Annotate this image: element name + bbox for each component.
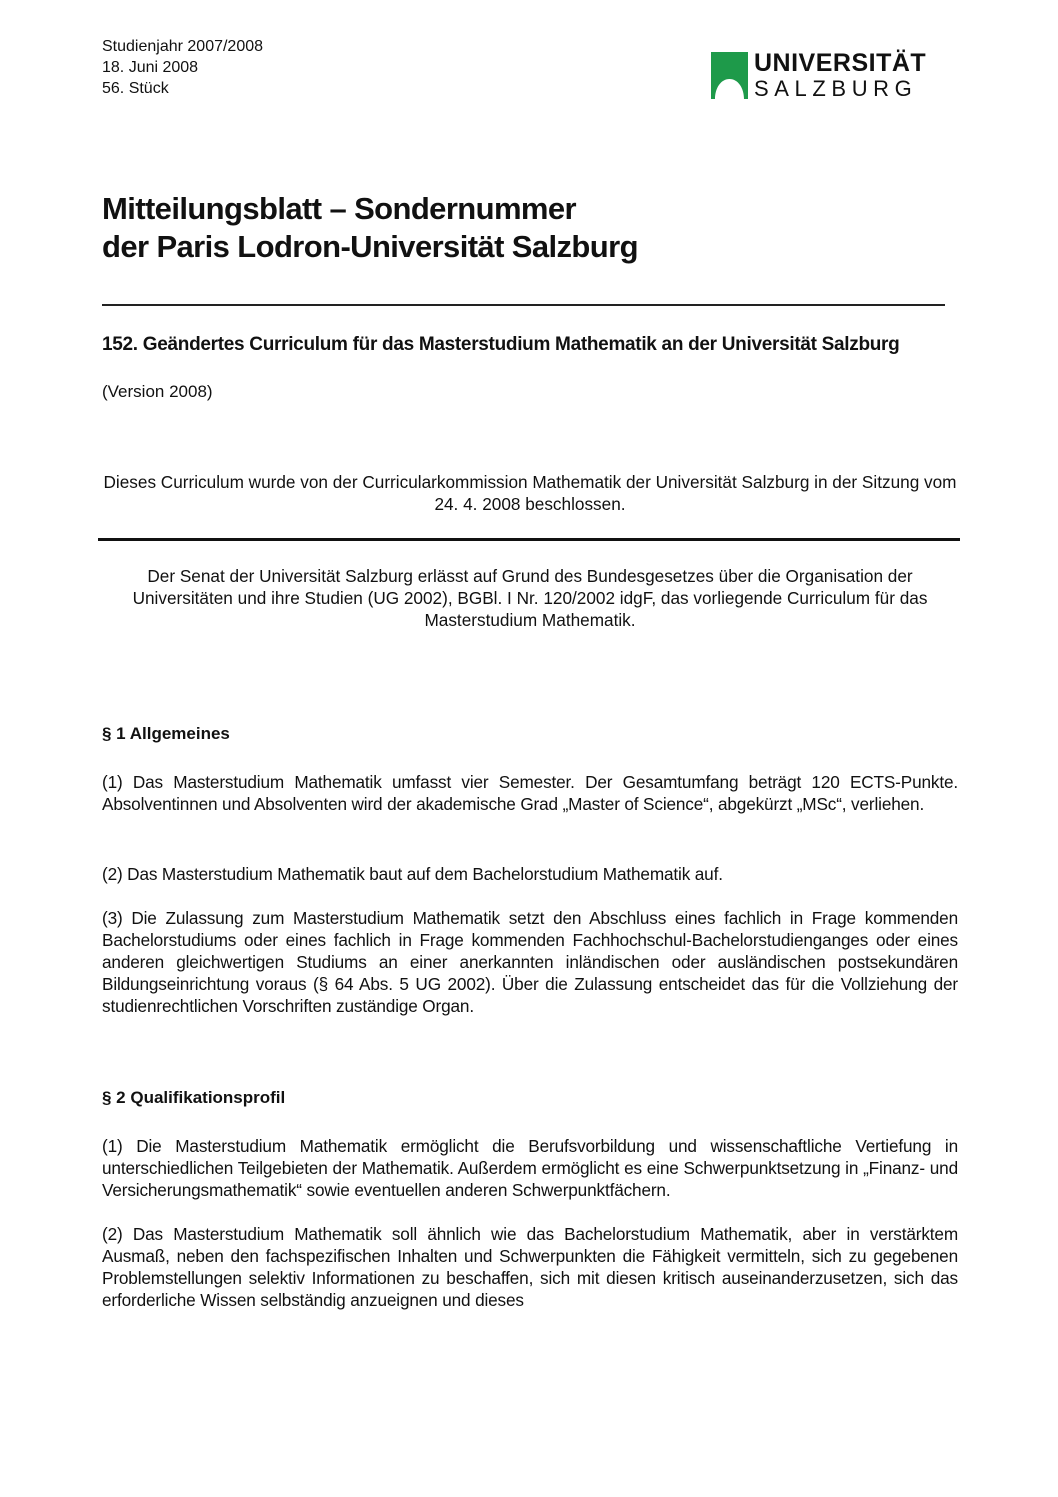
university-logo: [711, 49, 927, 102]
paragraph: (3) Die Zulassung zum Masterstudium Mathematik setzt den Abschluss eines fachlich in Frage kommenden Bachelorstudiums oder eines fachlich in Frage kommenden Fachhochschul-Bachelorstudienganges oder eines anderen gleichwertigen Studiums an einer anerkannten inländischen oder ausländischen postsekundären Bildungseinrichtung voraus (§ 64 Abs. 5 UG 2002). Über die Zulassung entscheidet das für die Vollziehung der studienrechtlichen Vorschriften zuständige Organ.: [102, 908, 958, 1016]
section-heading: § 1 Allgemeines: [102, 724, 230, 743]
logo-text-salzburg: SALZBURG: [754, 76, 918, 101]
paragraph: (1) Die Masterstudium Mathematik ermöglicht die Berufsvorbildung und wissenschaftliche Vertiefung in unterschiedlichen Teilgebieten der Mathematik. Außerdem ermöglicht es eine Schwerpunktsetzung in „Finanz- und Versicherungsmathematik“ sowie eventuellen anderen Schwerpunktfächern.: [102, 1136, 958, 1200]
logo-arch-icon: [711, 52, 748, 99]
section-heading: § 2 Qualifikationsprofil: [102, 1088, 286, 1107]
divider: [102, 304, 945, 306]
paragraph: (2) Das Masterstudium Mathematik baut auf dem Bachelorstudium Mathematik auf.: [102, 864, 723, 884]
paragraph: (2) Das Masterstudium Mathematik soll ähnlich wie das Bachelorstudium Mathematik, aber in verstärktem Ausmaß, neben den fachspezifischen Inhalten und Schwerpunkten die Fähigkeit vermitteln, sich zu gegebenen Problemstellungen selektiv Informationen zu beschaffen, sich mit diesen kritisch auseinanderzusetzen, sich das erforderliche Wissen selbständig anzueignen und dieses: [102, 1224, 958, 1310]
page-title: [102, 190, 638, 266]
academic-year: Studienjahr 2007/2008: [102, 38, 264, 55]
resolution-note: Dieses Curriculum wurde von der Curricularkommission Mathematik der Universität Salzburg in der Sitzung vom 24. 4. 2008 beschlossen.: [103, 472, 957, 514]
issue-number: 56. Stück: [102, 80, 169, 97]
logo-text-universitaet: UNIVERSITÄT: [754, 49, 927, 77]
issue-meta: [102, 36, 263, 99]
title-line-1: Mitteilungsblatt – Sondernummer: [102, 191, 576, 226]
document-title: 152. Geändertes Curriculum für das Masterstudium Mathematik an der Universität Salzburg: [102, 334, 900, 355]
title-line-2: der Paris Lodron-Universität Salzburg: [102, 229, 638, 264]
issue-date: 18. Juni 2008: [102, 59, 199, 76]
document-version: (Version 2008): [102, 382, 213, 401]
preamble: Der Senat der Universität Salzburg erlässt auf Grund des Bundesgesetzes über die Organisation der Universitäten und ihre Studien (UG 2002), BGBl. I Nr. 120/2002 idgF, das vorliegende Curriculum für das Masterstudium Mathematik.: [132, 566, 928, 630]
paragraph: (1) Das Masterstudium Mathematik umfasst vier Semester. Der Gesamtumfang beträgt 120 ECTS-Punkte. Absolventinnen und Absolventen wird der akademische Grad „Master of Science“, abgekürzt „MSc“, verliehen.: [102, 772, 958, 814]
divider-thick: [98, 538, 960, 541]
